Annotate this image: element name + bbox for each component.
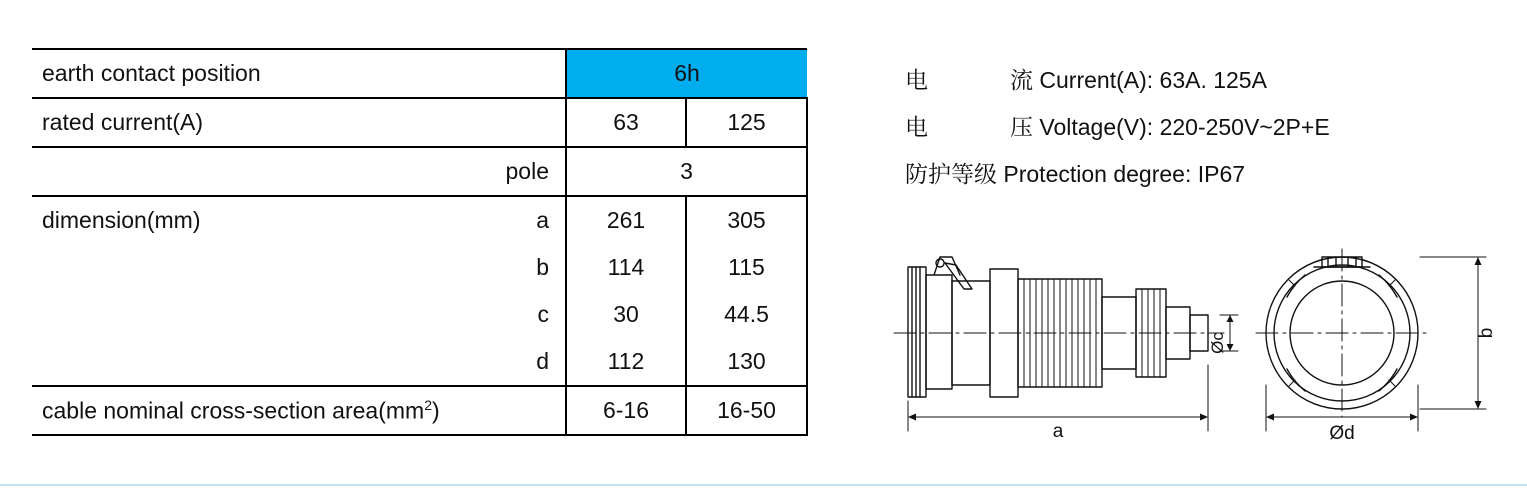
spec-voltage-text: Voltage(V): 220-250V~2P+E <box>1039 114 1330 140</box>
row-label-earth-contact-position: earth contact position <box>32 49 472 98</box>
dimension-c-125: 44.5 <box>686 291 807 338</box>
dimension-d-63: 112 <box>566 338 686 386</box>
row-sub-pole: pole <box>472 147 566 196</box>
row-label-rated-current: rated current(A) <box>32 98 472 147</box>
spec-current-cn-2: 流 <box>1010 67 1033 93</box>
table-row <box>32 291 807 338</box>
label-dia-c: Øc <box>1208 332 1227 354</box>
specification-table-wrapper <box>32 48 807 436</box>
dimension-a-63: 261 <box>566 196 686 244</box>
spec-voltage-cn-2: 压 <box>1010 114 1033 140</box>
table-row <box>32 147 807 196</box>
bottom-divider <box>0 484 1527 486</box>
row-sub-b: b <box>472 244 566 291</box>
row-label-cable-cross-section <box>32 386 566 435</box>
cable-label-superscript: 2 <box>424 396 432 413</box>
table-row <box>32 338 807 386</box>
spec-line-protection <box>905 151 1330 198</box>
row-sub-empty-0 <box>472 49 566 98</box>
row-label-empty-pole <box>32 147 472 196</box>
row-sub-empty-1 <box>472 98 566 147</box>
front-view-plug <box>1256 249 1428 417</box>
pole-value: 3 <box>566 147 807 196</box>
spec-protection-text: Protection degree: IP67 <box>1003 161 1246 187</box>
cable-cross-section-63: 6-16 <box>566 386 686 435</box>
spec-current-text: Current(A): 63A. 125A <box>1039 67 1267 93</box>
spec-line-current <box>905 57 1330 104</box>
table-row <box>32 386 807 435</box>
row-sub-d: d <box>472 338 566 386</box>
spec-voltage-cn-1: 电 <box>905 114 928 140</box>
table-row <box>32 98 807 147</box>
row-sub-c: c <box>472 291 566 338</box>
row-label-empty-c <box>32 291 472 338</box>
label-b: b <box>1476 327 1497 339</box>
cable-label-tail: ) <box>432 397 440 424</box>
specification-table <box>32 48 808 436</box>
dimension-c-63: 30 <box>566 291 686 338</box>
center-line-front <box>1256 249 1428 417</box>
earth-contact-position-value: 6h <box>566 49 807 98</box>
cable-label-main: cable nominal cross-section area(mm <box>42 397 425 424</box>
dimension-b-63: 114 <box>566 244 686 291</box>
row-sub-a: a <box>472 196 566 244</box>
dimension-a-125: 305 <box>686 196 807 244</box>
table-row <box>32 196 807 244</box>
dimension-b-125: 115 <box>686 244 807 291</box>
spec-line-voltage <box>905 104 1330 151</box>
rated-current-63: 63 <box>566 98 686 147</box>
row-label-empty-b <box>32 244 472 291</box>
label-dia-d: Ød <box>1329 423 1355 444</box>
table-row <box>32 49 807 98</box>
technical-drawings <box>890 245 1510 450</box>
table-row <box>32 244 807 291</box>
rated-current-125: 125 <box>686 98 807 147</box>
spec-current-cn-1: 电 <box>905 67 928 93</box>
dimension-d-125: 130 <box>686 338 807 386</box>
drawing-svg <box>890 245 1510 450</box>
specs-text-block <box>905 57 1330 198</box>
cable-cross-section-125: 16-50 <box>686 386 807 435</box>
row-label-dimension: dimension(mm) <box>32 196 472 244</box>
spec-protection-cn: 防护等级 <box>905 161 997 187</box>
side-view-plug <box>894 257 1224 397</box>
label-a: a <box>1052 421 1064 442</box>
row-label-empty-d <box>32 338 472 386</box>
